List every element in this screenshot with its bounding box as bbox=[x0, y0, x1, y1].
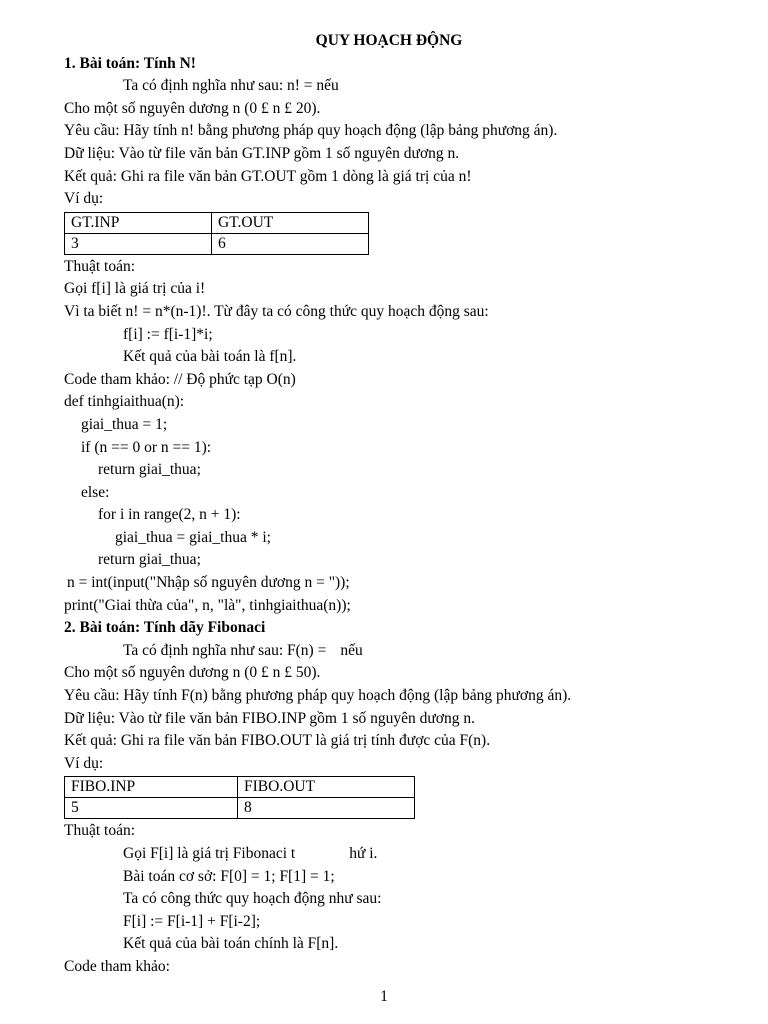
section2-base: Bài toán cơ sở: F[0] = 1; F[1] = 1; bbox=[123, 867, 335, 885]
code-line: if (n == 0 or n == 1): bbox=[81, 438, 212, 456]
code-line: def tinhgiaithua(n): bbox=[64, 393, 185, 411]
section1-algo-label: Thuật toán: bbox=[64, 257, 136, 275]
section2-algo-label: Thuật toán: bbox=[64, 822, 136, 840]
section2-formula: F[i] := F[i-1] + F[i-2]; bbox=[123, 912, 261, 930]
table-header-cell: GT.OUT bbox=[212, 212, 369, 233]
code-line: n = int(input("Nhập số nguyên dương n = ")); bbox=[67, 574, 350, 592]
table-row bbox=[65, 777, 415, 798]
table-cell: 6 bbox=[212, 233, 369, 254]
fibo-example-table bbox=[64, 776, 415, 819]
table-row bbox=[65, 798, 415, 819]
section1-heading: 1. Bài toán: Tính N! bbox=[64, 54, 196, 72]
code-line: for i in range(2, n + 1): bbox=[98, 506, 241, 524]
code-line: return giai_thua; bbox=[98, 551, 201, 569]
table-cell: 3 bbox=[65, 233, 212, 254]
section1-definition: Ta có định nghĩa như sau: n! = nếu bbox=[123, 77, 339, 95]
page-title: QUY HOẠCH ĐỘNG bbox=[315, 32, 463, 49]
table-cell: 8 bbox=[238, 798, 415, 819]
code-line: giai_thua = giai_thua * i; bbox=[115, 528, 271, 546]
gt-example-table bbox=[64, 212, 369, 255]
section2-result: Kết quả của bài toán chính là F[n]. bbox=[123, 935, 339, 953]
section1-formula: f[i] := f[i-1]*i; bbox=[123, 325, 213, 343]
section2-definition bbox=[64, 640, 714, 663]
section2-requirement: Yêu cầu: Hãy tính F(n) bằng phương pháp quy hoạch động (lập bảng phương án). bbox=[64, 687, 572, 705]
section1-output: Kết quả: Ghi ra file văn bản GT.OUT gồm 1 dòng là giá trị của n! bbox=[64, 167, 472, 185]
section2-input: Dữ liệu: Vào từ file văn bản FIBO.INP gồm 1 số nguyên dương n. bbox=[64, 709, 475, 727]
section1-given: Cho một số nguyên dương n (0 £ n £ 20). bbox=[64, 99, 321, 117]
section2-example-label: Ví dụ: bbox=[64, 754, 104, 772]
section2-given: Cho một số nguyên dương n (0 £ n £ 50). bbox=[64, 664, 321, 682]
section2-formula-intro: Ta có công thức quy hoạch động như sau: bbox=[123, 890, 382, 908]
section2-algo-a: Gọi F[i] là giá trị Fibonaci t bbox=[123, 845, 296, 862]
section2-definition-b: nếu bbox=[340, 641, 363, 659]
code-line: else: bbox=[81, 483, 110, 501]
table-cell: 5 bbox=[65, 798, 238, 819]
section1-code-label: Code tham khảo: // Độ phức tạp O(n) bbox=[64, 370, 296, 388]
table-row bbox=[65, 212, 369, 233]
table-row bbox=[65, 233, 369, 254]
section2-algo-b: hứ i. bbox=[349, 845, 378, 862]
code-line: giai_thua = 1; bbox=[81, 415, 168, 433]
section2-code-label: Code tham khảo: bbox=[64, 957, 170, 975]
table-header-cell: FIBO.INP bbox=[65, 777, 238, 798]
section1-requirement: Yêu cầu: Hãy tính n! bằng phương pháp quy hoạch động (lập bảng phương án). bbox=[64, 122, 558, 140]
document-page bbox=[64, 30, 714, 979]
section2-heading: 2. Bài toán: Tính dãy Fibonaci bbox=[64, 619, 266, 637]
section1-algo-line: Gọi f[i] là giá trị của i! bbox=[64, 280, 206, 298]
code-line: return giai_thua; bbox=[98, 461, 201, 479]
section2-output: Kết quả: Ghi ra file văn bản FIBO.OUT là giá trị tính được của F(n). bbox=[64, 732, 491, 750]
section2-definition-a: Ta có định nghĩa như sau: F(n) = bbox=[123, 641, 327, 659]
table-header-cell: GT.INP bbox=[65, 212, 212, 233]
section1-algo-line: Vì ta biết n! = n*(n-1)!. Từ đây ta có công thức quy hoạch động sau: bbox=[64, 302, 489, 320]
section1-input: Dữ liệu: Vào từ file văn bản GT.INP gồm 1 số nguyên dương n. bbox=[64, 144, 460, 162]
section1-result: Kết quả của bài toán là f[n]. bbox=[123, 348, 297, 366]
section2-algo-line bbox=[64, 843, 714, 866]
page-number: 1 bbox=[380, 988, 388, 1005]
section1-example-label: Ví dụ: bbox=[64, 190, 104, 208]
table-header-cell: FIBO.OUT bbox=[238, 777, 415, 798]
code-line: print("Giai thừa của", n, "là", tinhgiaithua(n)); bbox=[64, 596, 351, 614]
